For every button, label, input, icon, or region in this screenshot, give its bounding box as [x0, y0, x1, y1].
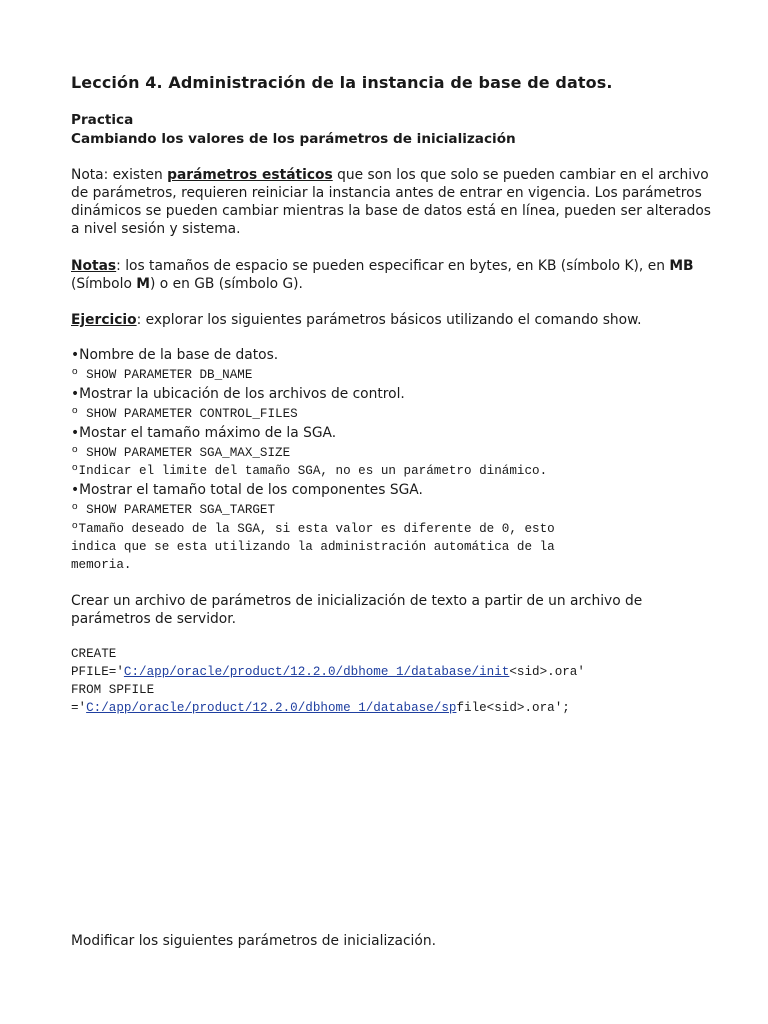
list-item: •Mostar el tamaño máximo de la SGA.: [71, 425, 337, 441]
tamano-line-1: ºTamaño deseado de la SGA, si esta valor es diferente de 0, esto: [71, 522, 555, 536]
list-item: º SHOW PARAMETER DB_NAME: [71, 368, 253, 382]
modificar-line: Modificar los siguientes parámetros de inicialización.: [71, 933, 436, 949]
notas-label: Notas: [71, 258, 117, 274]
nota-line-1: Nota: existen parámetros estáticos que son los que solo se pueden cambiar en el archivo: [71, 167, 709, 183]
list-item: •Mostrar el tamaño total de los componentes SGA.: [71, 482, 423, 498]
tamano-line-2: indica que se esta utilizando la administración automática de la: [71, 540, 555, 554]
nota-line-2: de parámetros, requieren reiniciar la instancia antes de entrar en vigencia. Los parámetros: [71, 185, 702, 201]
tamano-line-3: memoria.: [71, 558, 132, 572]
ejercicio-label: Ejercicio: [71, 312, 137, 328]
nota-line-3: dinámicos se pueden cambiar mientras la base de datos está en línea, pueden ser alterados: [71, 203, 711, 219]
code-line-3: FROM SPFILE: [71, 683, 155, 697]
practice-heading: Practica: [71, 112, 134, 128]
nota-line-4: a nivel sesión y sistema.: [71, 221, 241, 237]
ejercicio-line: Ejercicio: explorar los siguientes parámetros básicos utilizando el comando show.: [71, 312, 642, 328]
lesson-title: Lección 4. Administración de la instancia de base de datos.: [71, 73, 613, 92]
notas-line-1: Notas: los tamaños de espacio se pueden especificar en bytes, en KB (símbolo K), en MB: [71, 258, 694, 274]
code-line-4: ='C:/app/oracle/product/12.2.0/dbhome_1/database/spfile<sid>.ora';: [71, 701, 570, 715]
spfile-path-link[interactable]: C:/app/oracle/product/12.2.0/dbhome_1/database/sp: [86, 701, 457, 715]
list-item: º SHOW PARAMETER SGA_TARGET: [71, 503, 276, 517]
static-params-term: parámetros estáticos: [167, 167, 333, 183]
crear-line-1: Crear un archivo de parámetros de inicialización de texto a partir de un archivo de: [71, 593, 643, 609]
notas-line-2: (Símbolo M) o en GB (símbolo G).: [71, 276, 303, 292]
list-item: ºIndicar el limite del tamaño SGA, no es un parámetro dinámico.: [71, 464, 548, 478]
code-line-2: PFILE='C:/app/oracle/product/12.2.0/dbhome_1/database/init<sid>.ora': [71, 665, 585, 679]
list-item: º SHOW PARAMETER SGA_MAX_SIZE: [71, 446, 291, 460]
list-item: •Mostrar la ubicación de los archivos de control.: [71, 386, 405, 402]
code-line-1: CREATE: [71, 647, 117, 661]
list-item: º SHOW PARAMETER CONTROL_FILES: [71, 407, 298, 421]
crear-line-2: parámetros de servidor.: [71, 611, 237, 627]
pfile-path-link[interactable]: C:/app/oracle/product/12.2.0/dbhome_1/database/init: [123, 665, 510, 679]
section-subtitle: Cambiando los valores de los parámetros de inicialización: [71, 131, 516, 147]
list-item: •Nombre de la base de datos.: [71, 347, 279, 363]
